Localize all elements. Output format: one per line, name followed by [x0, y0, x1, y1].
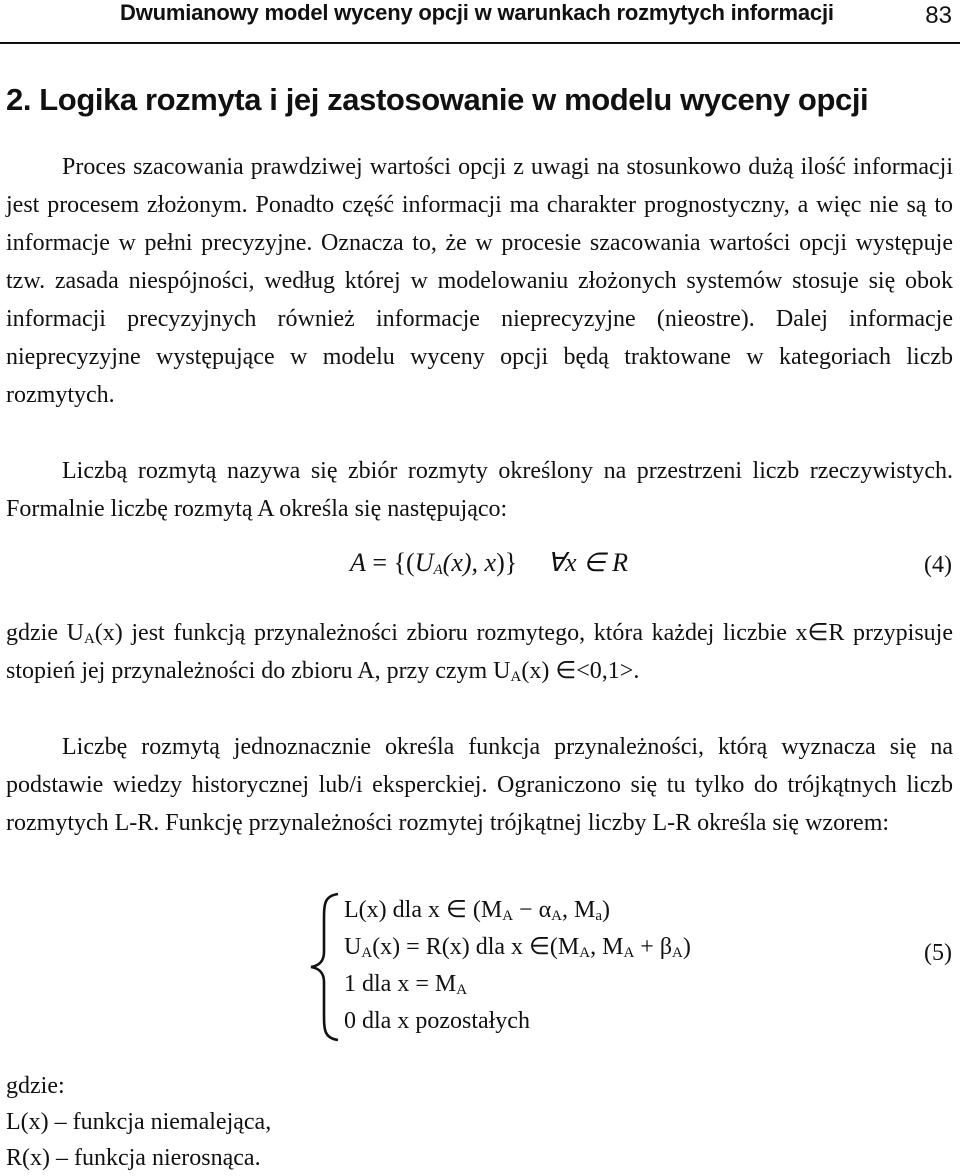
equation-5-number: (5) — [924, 940, 952, 966]
eq4-forall: ∀x ∈ R — [547, 548, 629, 577]
equation-5-cases — [344, 892, 691, 1040]
equation-5 — [0, 892, 960, 1052]
equation-4-formula — [350, 548, 628, 578]
paragraph-2: Liczbą rozmytą nazywa się zbiór rozmyty określony na przestrzeni liczb rzeczywistych. Formalnie liczbę rozmytą A określa się następująco: — [6, 458, 953, 522]
eq4-lhs: A — [350, 548, 366, 577]
case-2: $U_A(x) = R(x)$ dla x $\in(M_A$, $M_A + \beta_A$) — [344, 934, 691, 961]
legend-l-definition: L(x) – funkcja niemalejąca, — [6, 1109, 272, 1135]
running-header — [0, 0, 960, 44]
legend-r-definition: R(x) – funkcja nierosnąca. — [6, 1145, 261, 1171]
paragraph-3 — [6, 614, 953, 690]
case-1: L(x) dla x ∈ ($M_A - \alpha_A$, $M_a$) — [344, 897, 611, 924]
eq4-close: )} — [496, 548, 518, 577]
p3-sub1: A — [83, 631, 95, 647]
eq4-equals: = — [365, 548, 394, 577]
paragraph-4: Liczbę rozmytą jednoznacznie określa funkcja przynależności, którą wyznacza się na podstawie wiedzy historycznej lub/i eksperckiej. Ograniczono się tu tylko do trójkątnych liczb rozmytych L-R. Funkcję przynależności rozmytej trójkątnej liczby L-R określa się wzorem: — [6, 734, 953, 836]
legend — [6, 1068, 271, 1176]
p3-part1: gdzie U — [6, 620, 84, 646]
eq4-u-sub: A — [433, 562, 443, 578]
page-number: 83 — [925, 2, 952, 29]
legend-intro: gdzie: — [6, 1073, 65, 1099]
p3-part2: (x) jest funkcją przynależności zbioru rozmytego, która każdej liczbie x∈R przypisuje stopień jej przynależności do zbioru A, przy czym U — [6, 620, 953, 684]
p3-sub2: A — [510, 669, 522, 685]
case-3: 1 dla $x = M_A$ — [344, 971, 468, 998]
left-brace-icon — [308, 892, 342, 1042]
eq4-args: (x), x — [442, 548, 497, 577]
equation-4-number: (4) — [924, 552, 952, 578]
eq4-open: {( — [393, 548, 415, 577]
running-title: Dwumianowy model wyceny opcji w warunkach rozmytych informacji — [120, 0, 834, 25]
eq4-u: U — [414, 548, 434, 577]
paragraph-1: Proces szacowania prawdziwej wartości opcji z uwagi na stosunkowo dużą ilość informacji jest procesem złożonym. Ponadto część informacji ma charakter prognostyczny, a więc nie są to informacje w pełni precyzyjne. Oznacza to, że w procesie szacowania wartości opcji występuje tzw. zasada niespójności, według której w modelowaniu złożonych systemów stosuje się obok informacji precyzyjnych również informacje nieprecyzyjne (nieostre). Dalej informacje nieprecyzyjne występujące w modelu wyceny opcji będą traktowane w kategoriach liczb rozmytych. — [6, 154, 953, 408]
case-4: 0 dla x pozostałych — [344, 1008, 530, 1034]
equation-4 — [0, 540, 960, 598]
p3-part3: (x) ∈<0,1>. — [521, 658, 640, 684]
section-heading: 2. Logika rozmyta i jej zastosowanie w modelu wyceny opcji — [6, 82, 869, 117]
